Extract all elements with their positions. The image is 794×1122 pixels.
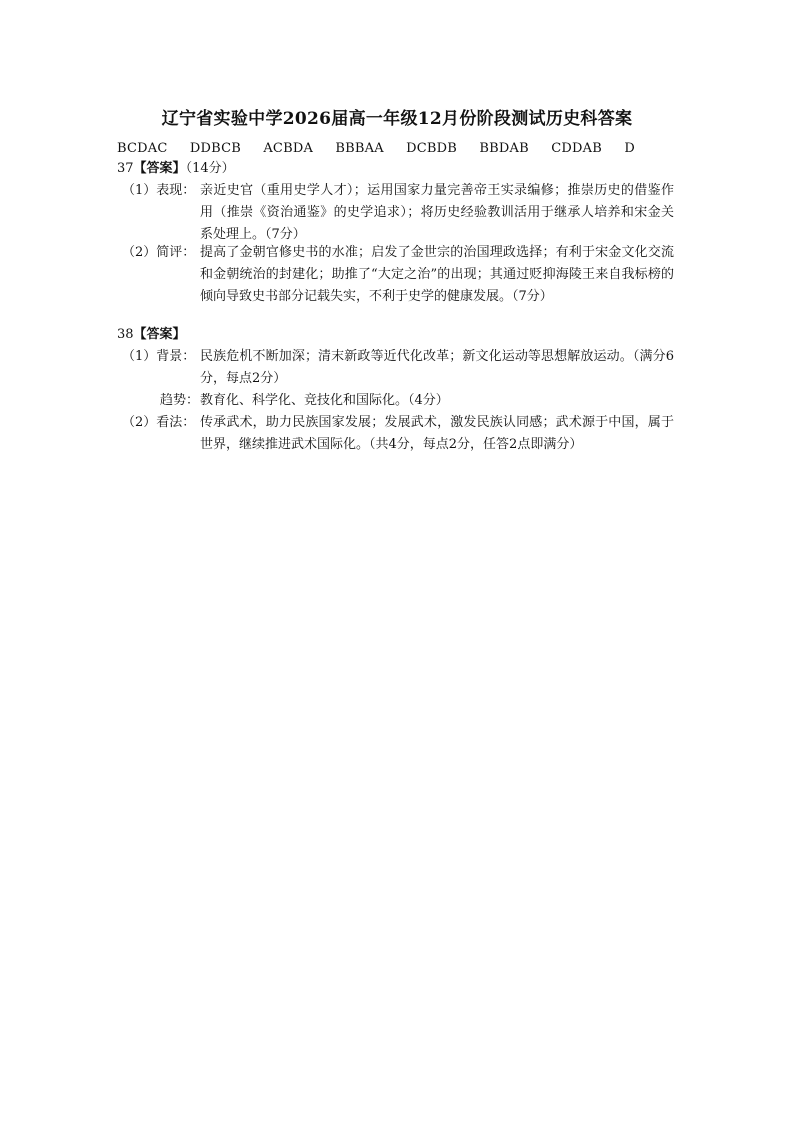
choice-group: BCDAC (117, 141, 168, 156)
page-title: 辽宁省实验中学2026届高一年级12月份阶段测试历史科答案 (161, 109, 633, 129)
choice-answers (117, 139, 653, 159)
choice-group: D (624, 141, 635, 156)
choice-group: CDDAB (551, 141, 602, 156)
item-text: 民族危机不断加深；清末新政等近代化改革；新文化运动等思想解放运动。（满分6分，每点2分） (200, 349, 674, 386)
answer-tag: 【答案】 (133, 327, 186, 342)
q38-item-2 (122, 412, 674, 456)
question-score: （14分） (185, 161, 235, 176)
item-text: 教育化、科学化、竞技化和国际化。（4分） (200, 393, 449, 408)
q37-item-1 (122, 180, 674, 246)
choice-group: BBBAA (335, 141, 384, 156)
q38-item-1 (122, 346, 674, 390)
choice-group: ACBDA (263, 141, 314, 156)
item-label: （2）看法： (122, 415, 196, 430)
choice-group: DCBDB (406, 141, 458, 156)
item-label: （1）背景： (122, 349, 196, 364)
item-text: 提高了金朝官修史书的水准；启发了金世宗的治国理政选择；有利于宋金文化交流和金朝统治的封建化；助推了“大定之治”的出现；其通过贬抑海陵王来自我标榜的倾向导致史书部分记载失实，不利于史学的健康发展。（7分） (200, 245, 674, 304)
question-number: 37 (117, 161, 134, 176)
choice-group: DDBCB (189, 141, 241, 156)
q37-item-2 (122, 242, 674, 308)
choice-group: BBDAB (479, 141, 529, 156)
item-label: 趋势： (160, 393, 200, 408)
item-label: （1）表现： (122, 183, 196, 198)
item-text: 传承武术，助力民族国家发展；发展武术，激发民族认同感；武术源于中国，属于世界，继续推进武术国际化。（共4分，每点2分，任答2点即满分） (200, 415, 674, 452)
q38-item-trend (160, 390, 674, 412)
question-37-heading (117, 159, 235, 179)
question-number: 38 (117, 327, 134, 342)
answer-tag: 【答案】 (133, 161, 186, 176)
item-label: （2）简评： (122, 245, 196, 260)
question-38-heading (117, 325, 186, 345)
item-text: 亲近史官（重用史学人才）；运用国家力量完善帝王实录编修；推崇历史的借鉴作用（推崇《资治通鉴》的史学追求）；将历史经验教训活用于继承人培养和宋金关系处理上。（7分） (200, 183, 674, 242)
